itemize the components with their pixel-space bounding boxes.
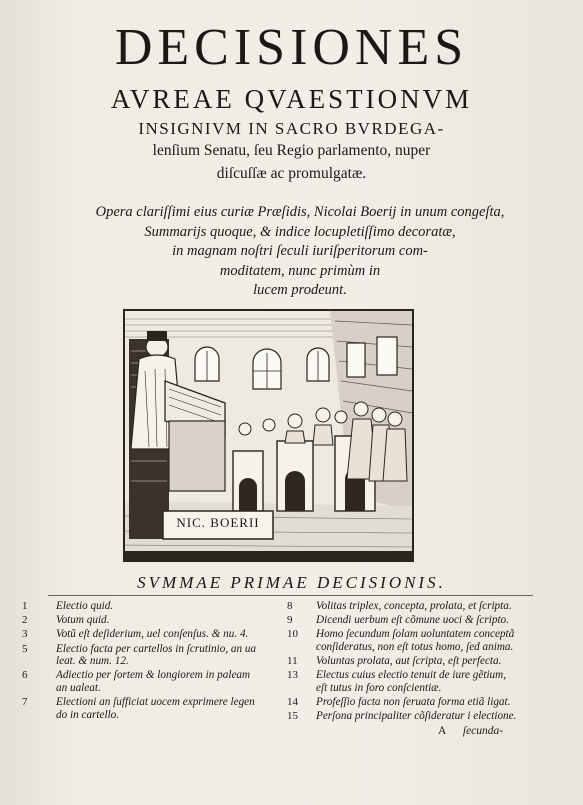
entry-text-line: Volitas triplex, concepta, prolata, et ſcripta.	[316, 600, 512, 612]
entry-text	[56, 669, 284, 694]
subtitle-line: in magnam noſtri ſeculi iuriſperitorum com-	[172, 243, 428, 259]
entry-text	[316, 614, 552, 627]
summary-entry	[287, 600, 552, 613]
entry-number: 13	[287, 669, 298, 682]
entry-number: 1	[22, 600, 28, 612]
entry-text-line: Votũ eſt deſiderium, uel conſenſus. & nu. 4.	[56, 628, 249, 641]
entry-text-line: Homo ſecundum ſolam uoluntatem conceptã	[316, 628, 515, 641]
summary-entry	[287, 628, 552, 653]
entry-number: 10	[287, 628, 298, 641]
entry-text	[56, 628, 284, 641]
entry-text-line: Electioni an ſufficiat uocem exprimere legen	[56, 696, 255, 709]
summary-entry	[287, 614, 552, 627]
entry-text-line: eſt tutus in foro conſcientiæ.	[316, 681, 442, 694]
entry-text	[316, 696, 552, 709]
entry-number: 7	[22, 696, 28, 709]
entry-text-line: Electio facta per cartellos in ſcrutinio, an ua	[56, 642, 257, 655]
entry-text	[316, 628, 552, 653]
entry-text	[316, 710, 552, 723]
title-line-3: INSIGNIVM IN SACRO BVRDEGA-	[138, 119, 445, 138]
signature-mark: A	[438, 725, 447, 737]
subtitle-line: moditatem, nunc primùm in	[219, 262, 381, 279]
entry-text	[316, 655, 552, 668]
entry-number: 2	[22, 614, 28, 627]
title-decisiones: DECISIONES	[114, 19, 469, 76]
summary-entry	[22, 669, 284, 694]
entry-text	[316, 669, 552, 694]
catchword: ſecunda-	[462, 725, 504, 737]
summary-entry	[22, 600, 284, 613]
entry-text-line: Electus cuius electio tenuit de iure gẽtium,	[316, 669, 507, 682]
entry-text-line: Votum quid.	[56, 614, 110, 627]
entry-number: 8	[287, 600, 293, 612]
summary-entry	[22, 696, 284, 721]
woodcut-illustration	[123, 309, 414, 562]
entry-text-line: leat. & num. 12.	[56, 655, 129, 668]
entry-text-line: Voluntas prolata, aut ſcripta, eſt perfecta.	[316, 655, 502, 668]
subtitle-line: Opera clariſſimi eius curiæ Præſidis, Nicolai Boerij in unum congeſta,	[95, 204, 505, 220]
title-line-5: diſcuſſæ ac promulgatæ.	[216, 165, 367, 182]
woodcut-plaque-text: NIC. BOERII	[176, 515, 260, 530]
entry-text	[56, 614, 284, 627]
bleed-through-text	[40, 742, 540, 802]
subtitle-line: lucem prodeunt.	[253, 282, 347, 298]
entry-text-line: do in cartello.	[56, 708, 120, 721]
entry-text	[316, 600, 552, 613]
summary-entry	[287, 655, 552, 668]
entry-number: 11	[287, 655, 298, 668]
entry-text	[56, 696, 284, 721]
entry-number: 5	[22, 642, 28, 655]
entry-text-line: Profeſſio facta non ſeruata forma etiã ligat.	[316, 696, 511, 709]
summary-column-right	[287, 600, 552, 725]
entry-text	[56, 600, 284, 613]
entry-text-line: conſideratus, non eſt totus homo, ſed anima.	[316, 640, 514, 653]
title-line-2: AVREAE QVAESTIONVM	[110, 84, 473, 114]
entry-number: 3	[22, 628, 28, 641]
entry-number: 14	[287, 696, 298, 709]
summary-column-left	[22, 600, 284, 723]
entry-number: 9	[287, 614, 293, 627]
entry-text-line: Electio quid.	[56, 600, 114, 612]
subtitle-line: Summarijs quoque, & indice locupletiſſimo decoratæ,	[144, 223, 456, 240]
summary-rule	[48, 595, 533, 596]
subtitle-block	[60, 203, 540, 301]
entry-text-line: Dicendi uerbum eſt cõmune uoci & ſcripto.	[316, 614, 509, 627]
entry-text-line: Adiectio per ſortem & longiorem in paleam	[56, 669, 251, 682]
summary-heading: SVMMAE PRIMAE DECISIONIS.	[137, 573, 446, 592]
entry-number: 6	[22, 669, 28, 682]
summary-entry	[22, 614, 284, 627]
summary-entry	[22, 628, 284, 641]
page-footer	[438, 724, 503, 738]
entry-text-line: an ualeat.	[56, 681, 101, 694]
title-line-4: lenſium Senatu, ſeu Regio parlamento, nuper	[152, 142, 431, 159]
entry-text	[56, 643, 284, 668]
entry-number: 15	[287, 710, 298, 723]
summary-entry	[287, 696, 552, 709]
entry-text-line: Perſona principaliter cõſideratur i electione.	[316, 710, 517, 723]
summary-entry	[22, 643, 284, 668]
summary-entry	[287, 710, 552, 723]
summary-entry	[287, 669, 552, 694]
